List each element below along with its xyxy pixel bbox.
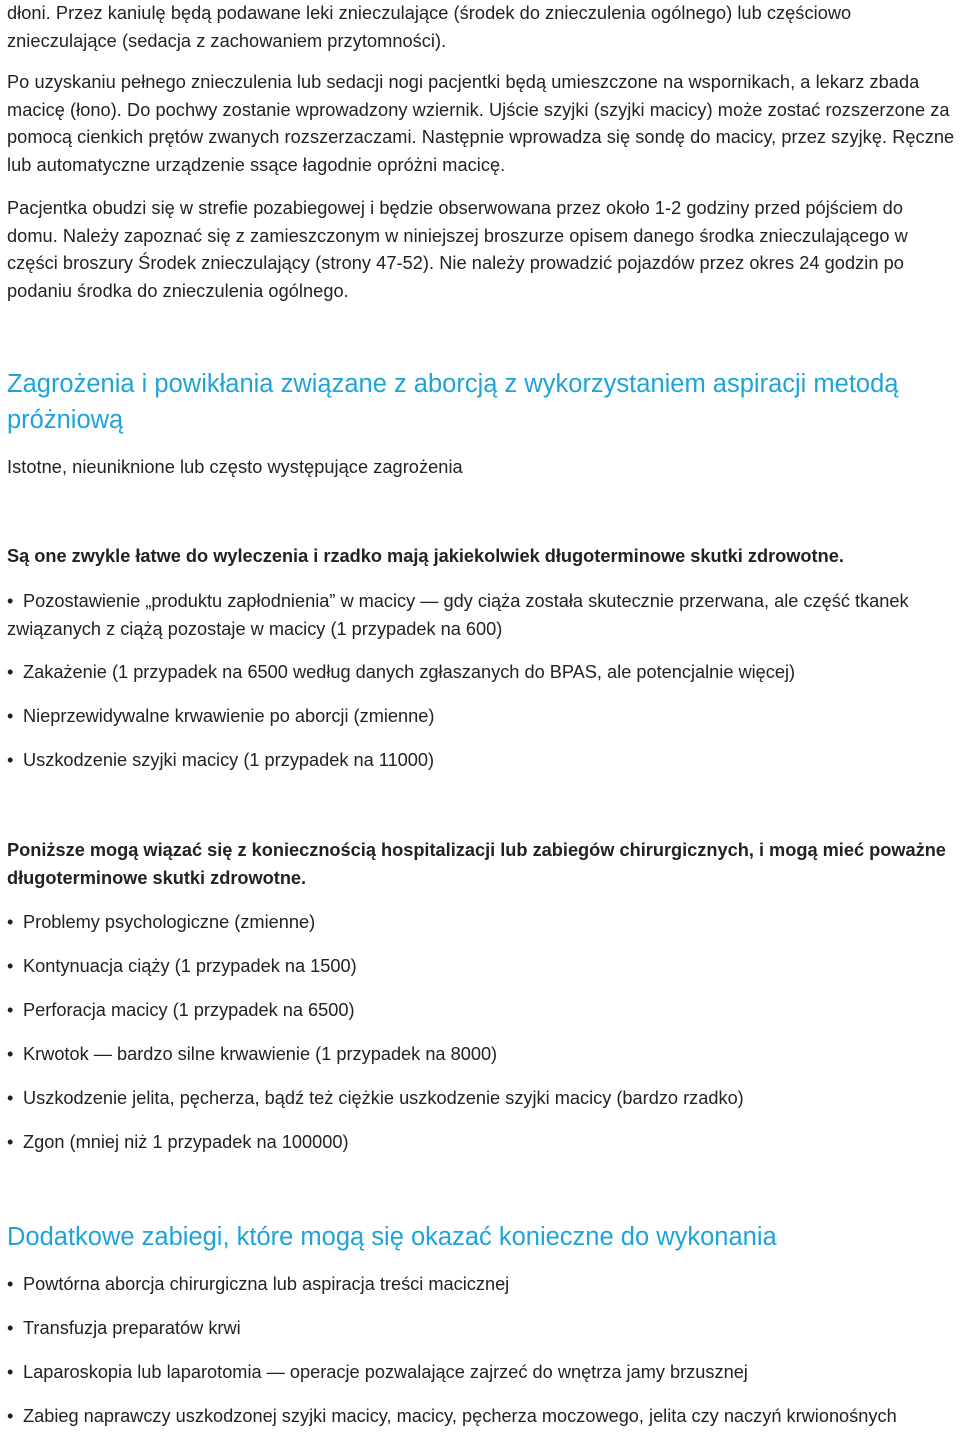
bullet-icon: •	[7, 1044, 14, 1064]
bullet-icon: •	[7, 1406, 14, 1426]
section-heading-procedures: Dodatkowe zabiegi, które mogą się okazać konieczne do wykonania	[7, 1223, 777, 1251]
bullet-icon: •	[7, 1000, 14, 1020]
intro-paragraph-2b: Ujście szyjki (szyjki macicy) może zostać rozszerzone za pomocą cienkich prętów zwanych rozszerzaczami. Następnie wprowadza się sondę do macicy, przez szyjkę. Ręczne lub automatyczne urządzenie ssące łagodnie opróżni macicę.	[7, 99, 955, 175]
list-item-text: Transfuzja preparatów krwi	[23, 1318, 241, 1338]
section-heading-risks: Zagrożenia i powikłania związane z aborcją z wykorzystaniem aspiracji metodą próżniową	[7, 370, 899, 434]
bold-note-2: Poniższe mogą wiązać się z koniecznością hospitalizacji lub zabiegów chirurgicznych, i mogą mieć poważne długoterminowe skutki zdrowotne.	[7, 840, 946, 888]
list-item-text: Problemy psychologiczne (zmienne)	[23, 912, 316, 932]
intro-paragraph-2a: Po uzyskaniu pełnego znieczulenia lub sedacji nogi pacjentki będą umieszczone na wspornikach, a lekarz zbada macicę (łono). Do pochwy zostanie wprowadzony wziernik.	[7, 72, 920, 120]
list-item-text: Pozostawienie „produktu zapłodnienia” w macicy — gdy ciąża została skutecznie przerwana, ale część tkanek związanych z ciążą pozostaje w macicy (1 przypadek na 600)	[7, 591, 909, 639]
list-item-text: Zabieg naprawczy uszkodzonej szyjki macicy, macicy, pęcherza moczowego, jelita czy naczyń krwionośnych	[23, 1406, 897, 1426]
bullet-icon: •	[7, 1318, 14, 1338]
list-item-text: Uszkodzenie szyjki macicy (1 przypadek na 11000)	[23, 750, 435, 770]
list-item	[7, 1041, 955, 1069]
section-subheading: Istotne, nieuniknione lub często występujące zagrożenia	[7, 457, 463, 477]
list-item-text: Zgon (mniej niż 1 przypadek na 100000)	[23, 1132, 349, 1152]
bullet-icon: •	[7, 662, 14, 682]
list-item	[7, 1359, 955, 1387]
bold-note-1: Są one zwykle łatwe do wyleczenia i rzadko mają jakiekolwiek długoterminowe skutki zdrowotne.	[7, 546, 844, 566]
list-item-text: Nieprzewidywalne krwawienie po aborcji (zmienne)	[23, 706, 435, 726]
list-item	[7, 1315, 955, 1343]
bullet-icon: •	[7, 591, 14, 611]
bullet-icon: •	[7, 706, 14, 726]
list-item	[7, 1403, 955, 1431]
bullet-icon: •	[7, 912, 14, 932]
intro-paragraph-3: Pacjentka obudzi się w strefie pozabiegowej i będzie obserwowana przez około 1-2 godziny przed pójściem do domu. Należy zapoznać się z zamieszczonym w niniejszej broszurze opisem danego środka znieczulającego w części broszury Środek znieczulający (strony 47-52). Nie należy prowadzić pojazdów przez okres 24 godzin po podaniu środka do znieczulenia ogólnego.	[7, 198, 908, 301]
list-item	[7, 747, 955, 775]
list-item-text: Powtórna aborcja chirurgiczna lub aspiracja treści macicznej	[23, 1274, 510, 1294]
bullet-icon: •	[7, 956, 14, 976]
bullet-icon: •	[7, 1132, 14, 1152]
list-item-text: Perforacja macicy (1 przypadek na 6500)	[23, 1000, 355, 1020]
list-item	[7, 659, 955, 687]
list-item	[7, 588, 955, 643]
list-item	[7, 1129, 955, 1157]
list-item	[7, 997, 955, 1025]
bullet-icon: •	[7, 1362, 14, 1382]
intro-paragraph-1: dłoni. Przez kaniulę będą podawane leki znieczulające (środek do znieczulenia ogólnego) lub częściowo znieczulające (sedacja z zachowaniem przytomności).	[7, 3, 852, 51]
intro-paragraph-2	[7, 69, 955, 179]
list-item-text: Zakażenie (1 przypadek na 6500 według danych zgłaszanych do BPAS, ale potencjalnie więcej)	[23, 662, 796, 682]
list-item	[7, 909, 955, 937]
bullet-icon: •	[7, 1274, 14, 1294]
list-item	[7, 703, 955, 731]
bullet-icon: •	[7, 750, 14, 770]
list-item	[7, 953, 955, 981]
list-item-text: Uszkodzenie jelita, pęcherza, bądź też ciężkie uszkodzenie szyjki macicy (bardzo rzadko)	[23, 1088, 744, 1108]
list-item-text: Krwotok — bardzo silne krwawienie (1 przypadek na 8000)	[23, 1044, 498, 1064]
list-item-text: Laparoskopia lub laparotomia — operacje pozwalające zajrzeć do wnętrza jamy brzusznej	[23, 1362, 748, 1382]
list-item	[7, 1085, 955, 1113]
list-item	[7, 1271, 955, 1299]
bullet-icon: •	[7, 1088, 14, 1108]
list-item-text: Kontynuacja ciąży (1 przypadek na 1500)	[23, 956, 357, 976]
